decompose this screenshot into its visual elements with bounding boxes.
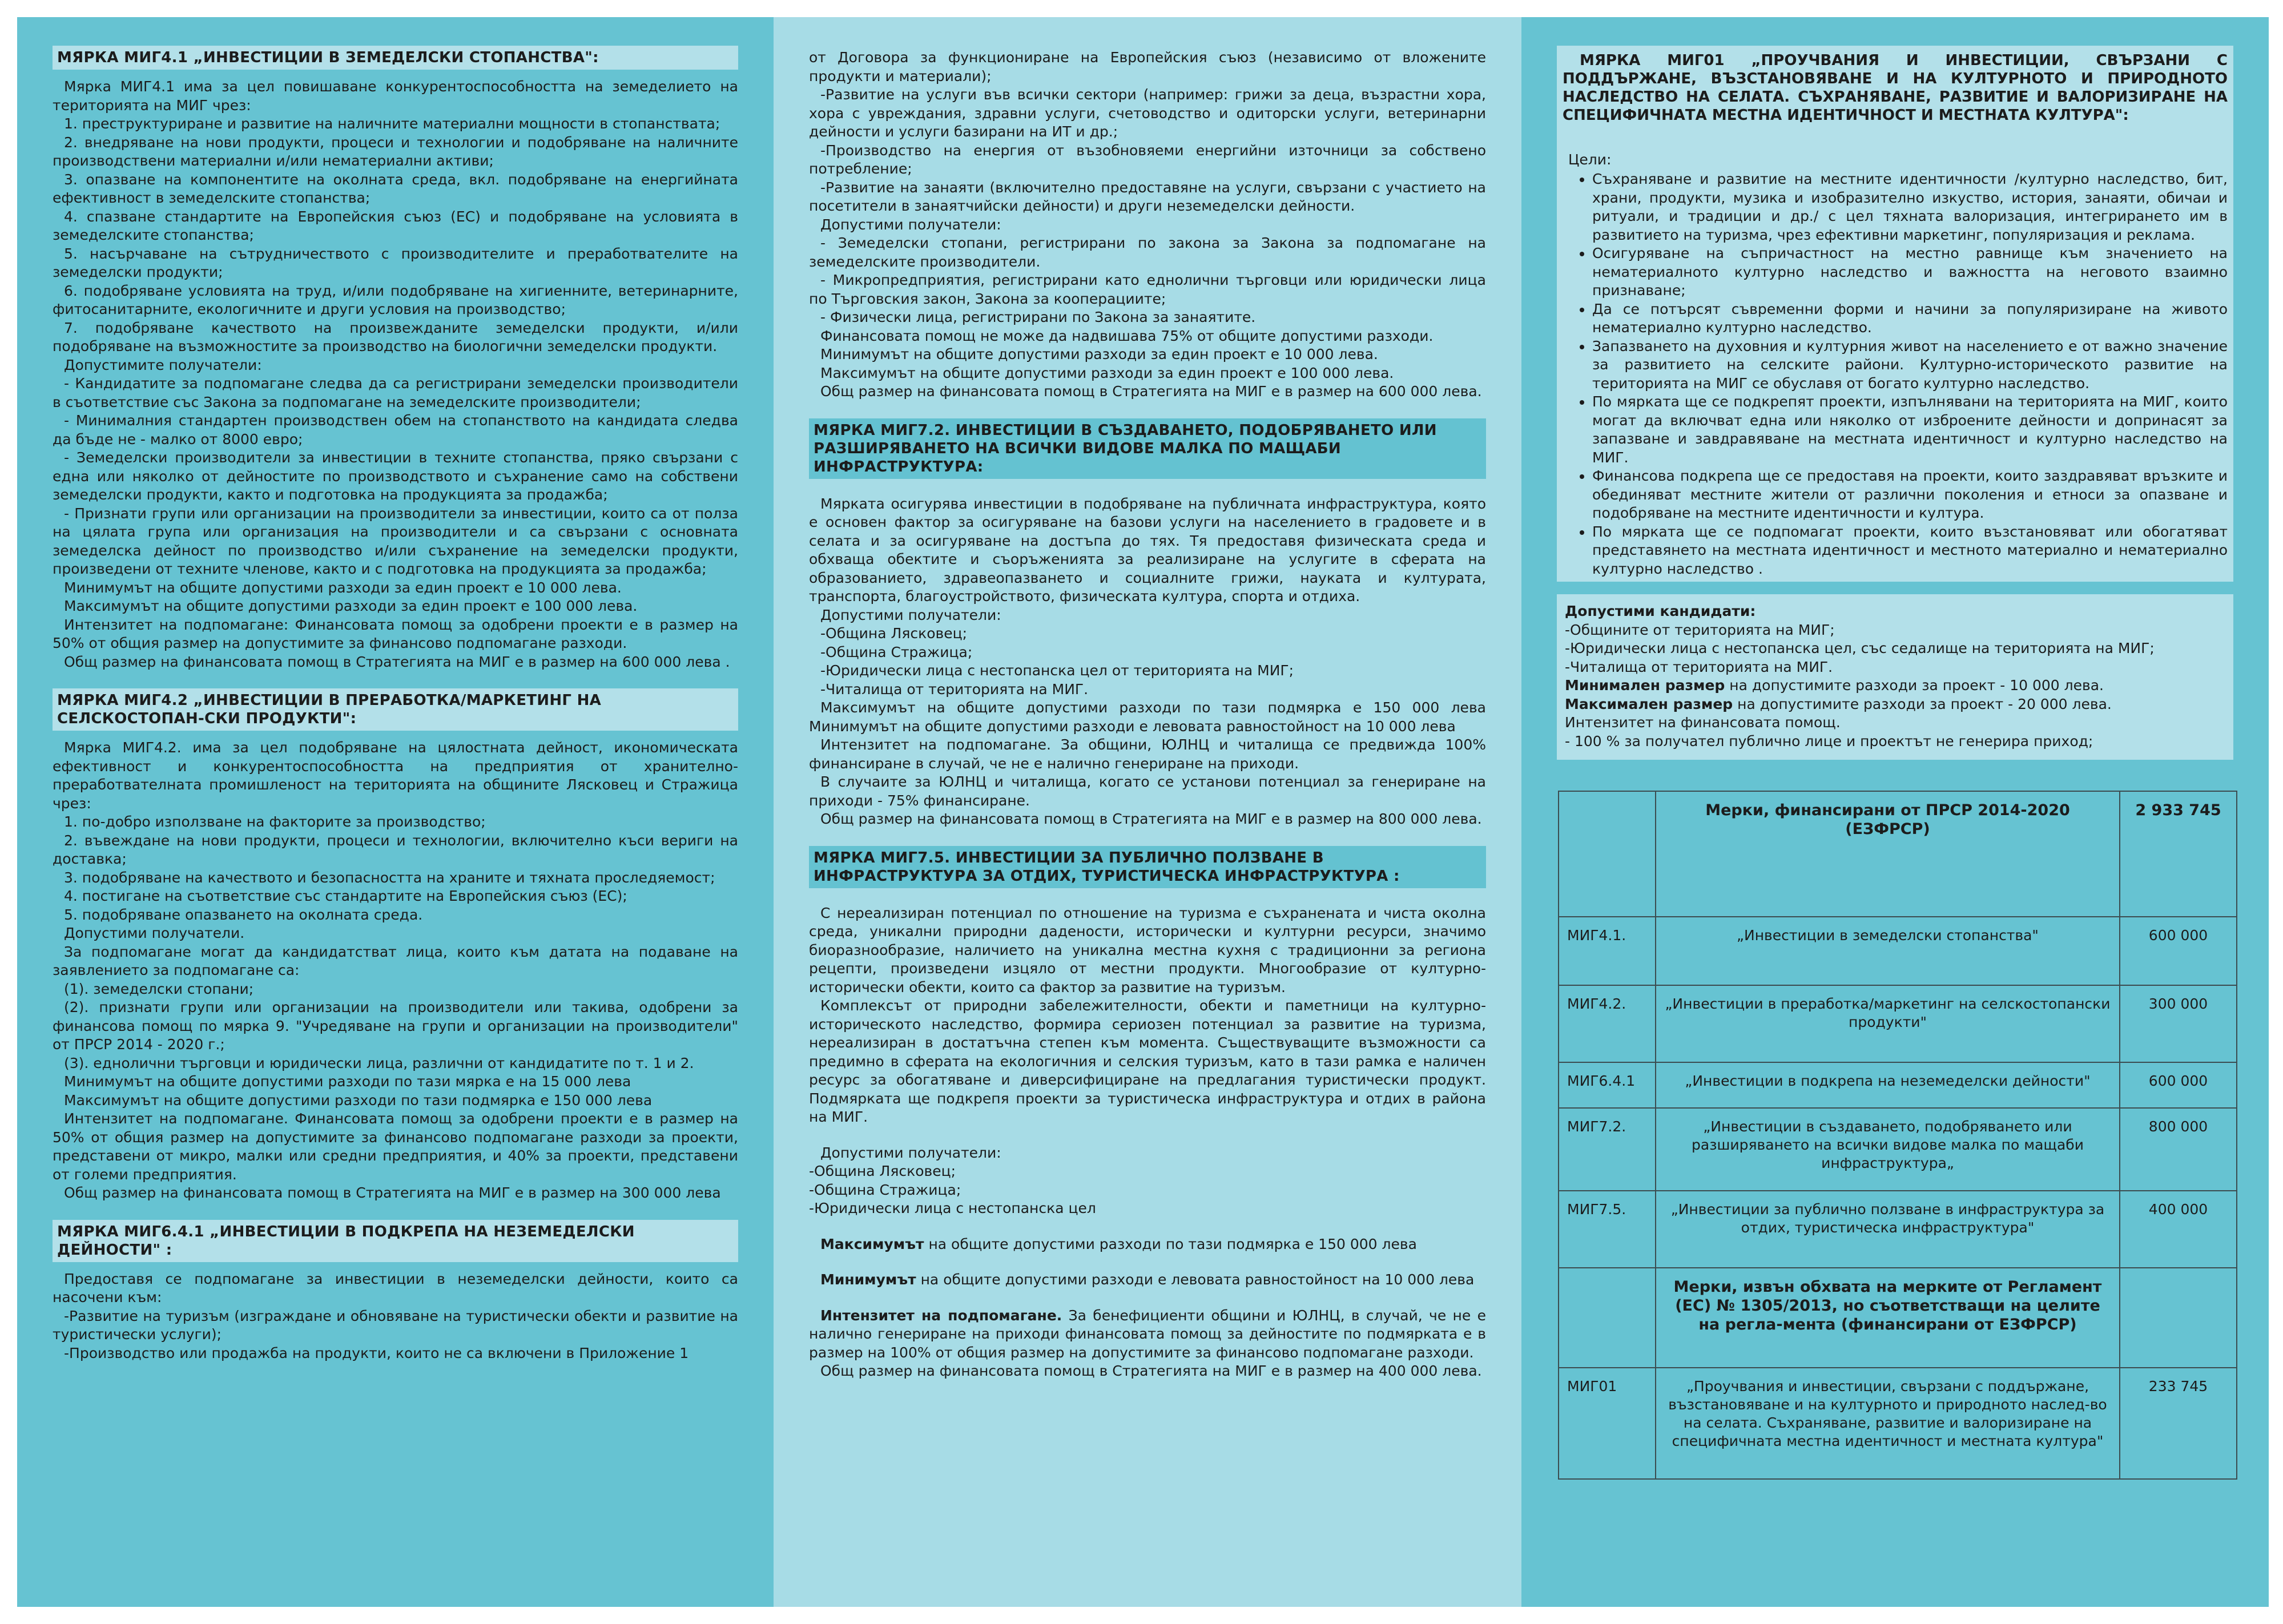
- goals-box: [1557, 131, 2233, 582]
- text-line: Допустимите получатели:: [64, 356, 262, 373]
- table-cell: МИГ6.4.1: [1559, 1062, 1656, 1108]
- table-row: [1559, 985, 2237, 1062]
- goal-item: • Финансова подкрепа ще се предоставя на проекти, които заздравяват връзките и обединяват местните жители от различни поколения и етноси за опазване и подобряване на местните идентичности и култура.: [1592, 467, 2228, 523]
- table-section-row: [1559, 1268, 2237, 1368]
- text-line: - Микропредприятия, регистрирани като еднолични търговци или юридически лица по Търговския закон, Закона за кооперациите;: [809, 272, 1486, 307]
- table-row: [1559, 1108, 2237, 1191]
- text-line: Максимумът на общите допустими разходи за един проект е 100 000 лева.: [820, 364, 1394, 381]
- candidates-box: [1557, 594, 2233, 760]
- text-line: - Земеделски стопани, регистрирани по закона за Закона за подпомагане на земеделските производители.: [809, 235, 1486, 270]
- text-line: -Читалища от територията на МИГ.: [820, 680, 1089, 698]
- table-row: [1559, 1062, 2237, 1108]
- candidates-title: Допустими кандидати:: [1565, 603, 1756, 619]
- text-line: -Юридически лица с нестопанска цел: [809, 1200, 1096, 1216]
- table-cell: МИГ4.1.: [1559, 917, 1656, 985]
- text-line: -Община Лясковец;: [820, 625, 968, 642]
- goal-item: • По мярката ще се подкрепят проекти, изпълнявани на територията на МИГ, които могат да включват една или няколко от изброените дейности и допринасят за запазване и завдравяване на местната идентичност и културно наследство на МИГ.: [1592, 393, 2228, 467]
- text-line: 1. преструктуриране и развитие на наличните материални мощности в стопанствата;: [64, 115, 720, 132]
- text-span: на общите допустими разходи е левовата равностойност на 10 000 лева: [916, 1271, 1475, 1288]
- text-line: За подпомагане могат да кандидатстват лица, които към датата на подаване на заявлението за подпомагане са:: [53, 943, 738, 978]
- heading-mig75: МЯРКА МИГ7.5. ИНВЕСТИЦИИ ЗА ПУБЛИЧНО ПОЛЗВАНЕ В ИНФРАСТРУКТУРА ЗА ОТДИХ, ТУРИСТИЧЕСКА ИНФРАСТРУКТУРА :: [809, 846, 1486, 888]
- funding-table: [1558, 791, 2237, 1480]
- text-line: - Минималния стандартен производствен обем на стопанството на кандидата следва да бъде не - малко от 8000 евро;: [53, 412, 738, 448]
- table-cell: [2120, 1268, 2237, 1368]
- sec-mig72-body: [809, 495, 1486, 829]
- table-cell: МИГ4.2.: [1559, 985, 1656, 1062]
- text-line: Максимумът на общите допустими разходи по тази подмярка е 150 000 лева: [64, 1091, 653, 1109]
- text-line: Допустими получатели:: [820, 216, 1001, 233]
- bold-label: Минимумът: [820, 1271, 916, 1288]
- goal-item: • По мярката ще се подпомагат проекти, които възстановяват или обогатяват представянето на местната идентичност и местното материално и нематериално културно наследство .: [1592, 523, 2228, 579]
- table-row: [1559, 917, 2237, 985]
- middle-panel: [774, 17, 1521, 1607]
- text-line: -Развитие на туризъм (изграждане и обновяване на туристически обекти и развитие на туристически услуги);: [53, 1307, 738, 1343]
- text-line: Общ размер на финансовата помощ в Стратегията на МИГ е в размер на 300 000 лева: [64, 1184, 721, 1201]
- table-cell: МИГ7.5.: [1559, 1191, 1656, 1268]
- text-line: - Физически лица, регистрирани по Закона за занаятите.: [820, 309, 1256, 325]
- table-cell: Мерки, финансирани от ПРСР 2014-2020 (ЕЗФРСР): [1656, 791, 2120, 917]
- text-line: (3). еднолични търговци и юридически лица, различни от кандидатите по т. 1 и 2.: [64, 1054, 694, 1071]
- table-cell: „Инвестиции в подкрепа на неземеделски дейности": [1656, 1062, 2120, 1108]
- text-span: на допустимите разходи за проект - 10 000 лева.: [1725, 677, 2104, 694]
- text-span: на общите допустими разходи по тази подмярка е 150 000 лева: [924, 1235, 1417, 1252]
- right-panel: [1521, 17, 2269, 1607]
- intensity-detail: - 100 % за получател публично лице и проектът не генерира приход;: [1565, 732, 2093, 749]
- text-line: 6. подобряване условията на труд, и/или подобряване на хигиенните, ветеринарните, фитосанитарните, екологичните и други условия на производство;: [53, 282, 738, 317]
- sec-mig75-body: [809, 904, 1486, 1381]
- text-span: на допустимите разходи за проект - 20 000 лева.: [1733, 695, 2112, 712]
- sec-mig41-body: [53, 78, 738, 671]
- table-cell: МИГ01: [1559, 1368, 1656, 1479]
- goals-list: [1563, 170, 2228, 578]
- table-cell: 800 000: [2120, 1108, 2237, 1191]
- candidate-item: -Юридически лица с нестопанска цел, със седалище на територията на МИГ;: [1565, 640, 2155, 656]
- sec-mig42-body: [53, 739, 738, 1203]
- table-cell: „Инвестиции в създаването, подобряването или разширяването на всички видове малка по мащаби инфраструктура„: [1656, 1108, 2120, 1191]
- text-line: -Развитие на услуги във всички сектори (например: грижи за деца, възрастни хора, хора с увреждания, здравни услуги, счетоводство и одиторски услуги, ветеринарни дейности и услуги базирани на ИТ и др.;: [809, 86, 1486, 140]
- text-line: Общ размер на финансовата помощ в Стратегията на МИГ е в размер на 400 000 лева.: [820, 1363, 1482, 1379]
- text-line: 3. опазване на компонентите на околната среда, вкл. подобряване на енергийната ефективност в земеделските стопанства;: [53, 171, 738, 206]
- text-line: Минимумът на общите допустими разходи за един проект е 10 000 лева.: [820, 346, 1378, 362]
- text-line: (1). земеделски стопани;: [64, 980, 254, 997]
- text-line: Интензитет на подпомагане. За общини, ЮЛНЦ и читалища се предвижда 100% финансиране в случай, че не е налично генериране на приходи.: [809, 736, 1486, 772]
- table-cell: [1559, 791, 1656, 917]
- text-line: -Община Стражица;: [820, 643, 973, 660]
- text-line: - Земеделски производители за инвестиции в техните стопанства, пряко свързани с една или няколко от дейностите по производството и съхранение само на собствени земеделски продукти, както и подготовка на продукцията за продажба;: [53, 449, 738, 503]
- max-size: [1565, 695, 2225, 714]
- text-line: -Развитие на занаяти (включително предоставяне на услуги, свързани с участието на посетители в занаятчийски дейности) и други неземеделски дейности.: [809, 179, 1486, 214]
- text-line: [809, 1271, 1486, 1289]
- heading-mig42: МЯРКА МИГ4.2 „ИНВЕСТИЦИИ В ПРЕРАБОТКА/МАРКЕТИНГ НА СЕЛСКОСТОПАН-СКИ ПРОДУКТИ":: [53, 688, 738, 731]
- table-cell: „Инвестиции за публично ползване в инфраструктура за отдих, туристическа инфраструктура": [1656, 1191, 2120, 1268]
- text-line: - Признати групи или организации на производители за инвестиции, които са от полза на цялата група или организация на производители и са свързани с основната земеделска дейност по производство и/или съхранение на земеделски продукти, произведени от техните членове, както и с подготовка на продукцията за продажба;: [53, 505, 738, 577]
- text-line: (2). признати групи или организации на производители или такива, одобрени за финансова помощ по мярка 9. "Учредяване на групи и организации на производители" от ПРСР 2014 - 2020 г.;: [53, 999, 738, 1053]
- text-line: 7. подобряване качеството на произвежданите земеделски продукти, и/или подобряване на възможностите за производство на биологични земеделски продукти.: [53, 319, 738, 354]
- table-row: [1559, 1191, 2237, 1268]
- intensity: Интензитет на финансовата помощ.: [1565, 714, 1841, 731]
- text-line: Допустими получатели.: [64, 925, 245, 941]
- table-cell: 400 000: [2120, 1191, 2237, 1268]
- table-header-row: [1559, 791, 2237, 917]
- text-line: Мярката осигурява инвестиции в подобряване на публичната инфраструктура, която е основен фактор за осигуряване на базови услуги на населението в градовете и в селата и за осигуряване на достъпа до тях. Тя предоставя физическата среда и обхваща обектите и съоръженията за реализиране на услугите в сферата на образованието, здравеопазването и социалните грижи, науката и културата, транспорта, благоустройството, физическата култура, спорта и отдиха.: [809, 495, 1486, 605]
- text-line: [809, 1235, 1486, 1254]
- text-line: -Производство или продажба на продукти, които не са включени в Приложение 1: [64, 1344, 689, 1361]
- text-line: Максимумът на общите допустими разходи за един проект е 100 000 лева.: [64, 598, 638, 614]
- text-line: [809, 1307, 1486, 1363]
- text-line: Общ размер на финансовата помощ в Стратегията на МИГ е в размер на 600 000 лева.: [820, 383, 1482, 400]
- text-line: Интензитет на подпомагане. Финансовата помощ за одобрени проекти е в размер на 50% от общия размер на допустимите за финансово подпомагане разходи за проекти, представени от микро, малки или средни предприятия, и 40% за проекти, представени от големи предприятия.: [53, 1110, 738, 1183]
- text-line: -Община Стражица;: [809, 1181, 961, 1198]
- table-cell: МИГ7.2.: [1559, 1108, 1656, 1191]
- table-row: [1559, 1368, 2237, 1479]
- text-line: Мярка МИГ4.1 има за цел повишаване конкурентоспособността на земеделието на територията на МИГ чрез:: [53, 78, 738, 114]
- text-line: Максимумът на общите допустими разходи по тази подмярка е 150 000 лева Минимумът на общите допустими разходи е левовата равностойност на 10 000 лева: [809, 699, 1486, 735]
- text-line: С нереализиран потенциал по отношение на туризма е съхранената и чиста околна среда, уникални природни дадености, исторически и културни ресурси, значимо биоразнообразие, наличието на уникална местна кухня с традиционни за региона рецепти, произведени изцяло от местни продукти. Многообразие от културно-исторически обекти, които са фактор за развитие на туризъм.: [809, 904, 1486, 996]
- goal-item: • Осигуряване на съпричастност на местно равнище към значението на нематериалното културно наследство и важността на неговото взаимно признаване;: [1592, 244, 2228, 300]
- text-line: 4. спазване стандартите на Европейския съюз (ЕС) и подобряване на условията в земеделските стопанства;: [53, 208, 738, 243]
- text-line: Мярка МИГ4.2. има за цел подобряване на цялостната дейност, икономическата ефективност и конкурентоспособността на предприятия от хранително-преработвателната промишленост на територията на общините Лясковец и Стражица чрез:: [53, 739, 738, 812]
- goal-item: • Съхраняване и развитие на местните идентичности /културно наследство, бит, храни, продукти, музика и изобразително изкуство, история, занаяти, обичаи и ритуали, и традиции и др./ с цел тяхната валоризация, интегрирането им в развитието на туризма, чрез ефективни маркетинг, популяризация и реклама.: [1592, 170, 2228, 244]
- text-line: от Договора за функциониране на Европейския съюз (независимо от вложените продукти и материали);: [809, 49, 1486, 84]
- sec-mig641-body: [53, 1270, 738, 1363]
- heading-mig01: МЯРКА МИГ01 „ПРОУЧВАНИЯ И ИНВЕСТИЦИИ, СВЪРЗАНИ С ПОДДЪРЖАНЕ, ВЪЗСТАНОВЯВАНЕ И НА КУЛТУРНОТО И ПРИРОДНОТО НАСЛЕДСТВО НА СЕЛАТА. СЪХРАНЯВАНЕ, РАЗВИТИЕ И ВАЛОРИЗИРАНЕ НА СПЕЦИФИЧНАТА МЕСТНА ИДЕНТИЧНОСТ И МЕСТНАТА КУЛТУРА":: [1557, 46, 2233, 131]
- table-cell: „Инвестиции в земеделски стопанства": [1656, 917, 2120, 985]
- candidate-item: -Общините от територията на МИГ;: [1565, 621, 1835, 638]
- table-cell: [1559, 1268, 1656, 1368]
- bold-label: Интензитет на подпомагане.: [820, 1307, 1062, 1324]
- table-cell: 233 745: [2120, 1368, 2237, 1479]
- text-line: Допустими получатели:: [820, 1144, 1001, 1161]
- text-line: Общ размер на финансовата помощ в Стратегията на МИГ е в размер на 600 000 лева .: [64, 653, 730, 670]
- min-size: [1565, 676, 2225, 695]
- bold-label: Минимален размер: [1565, 677, 1725, 694]
- table-cell: 600 000: [2120, 1062, 2237, 1108]
- sec-mig641-continued: [809, 49, 1486, 401]
- text-line: 5. насърчаване на сътрудничеството с производителите и преработвателите на земеделски продукти;: [53, 245, 738, 280]
- table-cell: 2 933 745: [2120, 791, 2237, 917]
- text-line: 3. подобряване на качеството и безопасността на храните и тяхната проследяемост;: [64, 869, 715, 886]
- text-line: -Юридически лица с нестопанска цел от територията на МИГ;: [820, 662, 1294, 679]
- text-line: Минимумът на общите допустими разходи за един проект е 10 000 лева.: [64, 579, 622, 596]
- heading-mig41: МЯРКА МИГ4.1 „ИНВЕСТИЦИИ В ЗЕМЕДЕЛСКИ СТОПАНСТВА":: [53, 46, 738, 70]
- table-cell: Мерки, извън обхвата на мерките от Регламент (ЕС) № 1305/2013, но съответстващи на целите на регла-мента (финансирани от ЕЗФРСР): [1656, 1268, 2120, 1368]
- text-line: Допустими получатели:: [820, 606, 1001, 623]
- text-line: Комплексът от природни забележителности, обекти и паметници на културно-историческото наследство, формира сериозен потенциал за развитие на туризма, нереализиран в достатъчна степен към момента. Съществуващите възможности са предимно в сферата на екологичния и селския туризъм, като в тази рамка е наличен ресурс за обогатяване и диверсифициране на предлагания туристически продукт. Подмярката ще подкрепя проекти за туристическа инфраструктура и отдих в района на МИГ.: [809, 997, 1486, 1125]
- text-line: Минимумът на общите допустими разходи по тази мярка е на 15 000 лева: [64, 1073, 631, 1090]
- table-cell: „Проучвания и инвестиции, свързани с поддържане, възстановяване и на културното и природното наслед-во на селата. Съхраняване, развитие и валоризиране на специфичната местна идентичност и местната култура": [1656, 1368, 2120, 1479]
- text-line: В случаите за ЮЛНЦ и читалища, когато се установи потенциал за генериране на приходи - 75% финансиране.: [809, 773, 1486, 809]
- text-line: 4. постигане на съответствие със стандартите на Европейския съюз (ЕС);: [64, 888, 627, 904]
- table-cell: 600 000: [2120, 917, 2237, 985]
- goal-item: • Да се потърсят съвременни форми и начини за популяризиране на живото нематериално културно наследство.: [1592, 300, 2228, 337]
- text-line: 2. въвеждане на нови продукти, процеси и технологии, включително къси вериги на доставка;: [53, 832, 738, 867]
- text-line: -Община Лясковец;: [809, 1163, 956, 1179]
- text-line: Интензитет на подпомагане: Финансовата помощ за одобрени проекти е в размер на 50% от общия размер на допустимите за финансово подпомагане разходи.: [53, 616, 738, 651]
- text-line: Предоставя се подпомагане за инвестиции в неземеделски дейности, които са насочени към:: [53, 1270, 738, 1305]
- goals-intro: Цели:: [1568, 151, 1612, 168]
- text-line: - Кандидатите за подпомагане следва да са регистрирани земеделски производители в съответствие със Закона за подпомагане на земеделските производители;: [53, 375, 738, 410]
- table-cell: „Инвестиции в преработка/маркетинг на селскостопански продукти": [1656, 985, 2120, 1062]
- table-cell: 300 000: [2120, 985, 2237, 1062]
- text-line: Общ размер на финансовата помощ в Стратегията на МИГ е в размер на 800 000 лева.: [820, 811, 1482, 827]
- text-line: 1. по-добро използване на факторите за производство;: [64, 813, 486, 830]
- candidate-item: -Читалища от територията на МИГ.: [1565, 658, 1833, 675]
- left-panel: [17, 17, 774, 1607]
- heading-mig72: МЯРКА МИГ7.2. ИНВЕСТИЦИИ В СЪЗДАВАНЕТО, ПОДОБРЯВАНЕТО ИЛИ РАЗШИРЯВАНЕТО НА ВСИЧКИ ВИДОВЕ МАЛКА ПО МАЩАБИ ИНФРАСТРУКТУРА:: [809, 418, 1486, 479]
- goal-item: • Запазването на духовния и културния живот на населението е от важно значение за развитието на селските райони. Културно-историческото развитие на територията на МИГ се обуславя от богато културно наследство.: [1592, 337, 2228, 393]
- text-line: 5. подобряване опазването на околната среда.: [64, 906, 423, 923]
- text-line: 2. внедряване на нови продукти, процеси и технологии и подобряване на наличните производствени материални и/или нематериални активи;: [53, 134, 738, 169]
- bold-label: Максимален размер: [1565, 695, 1733, 712]
- heading-mig641: МЯРКА МИГ6.4.1 „ИНВЕСТИЦИИ В ПОДКРЕПА НА НЕЗЕМЕДЕЛСКИ ДЕЙНОСТИ" :: [53, 1220, 738, 1262]
- text-span: За бенефициенти общини и ЮЛНЦ, в случай, че не е налично генериране на приходи финансовата помощ за дейностите по подмярката е в размер на 100% от общия размер на допустимите за финансово подпомагане разходи.: [809, 1307, 1486, 1361]
- text-line: Финансовата помощ не може да надвишава 75% от общите допустими разходи.: [820, 327, 1434, 344]
- bold-label: Максимумът: [820, 1235, 924, 1252]
- text-line: -Производство на енергия от възобновяеми енергийни източници за собствено потребление;: [809, 142, 1486, 177]
